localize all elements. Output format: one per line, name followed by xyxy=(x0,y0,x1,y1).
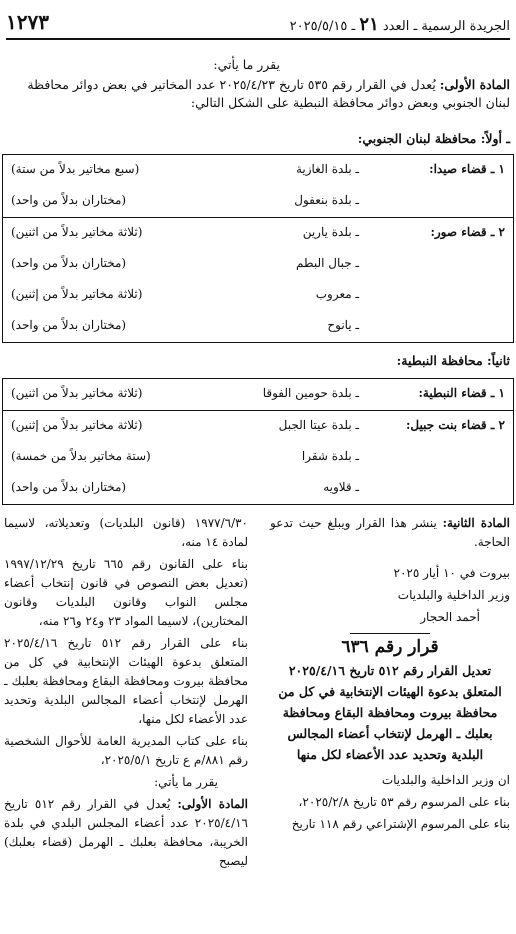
section-1-title: ـ أولاً: محافظة لبنان الجنوبي: xyxy=(357,131,510,146)
table-row xyxy=(3,249,513,280)
district-cell: ١ ـ قضاء النبطية: xyxy=(418,386,505,400)
change-cell: (ثلاثة مخاتير بدلاً من إثنين) xyxy=(11,287,143,301)
town-cell: ـ بلدة عيتا الجبل xyxy=(278,418,359,432)
paragraph: بناء على كتاب المديرية العامة للأحوال الشخصية رقم ٨٨١/م ع تاريخ ٢٠٢٥/٥/١، xyxy=(4,734,248,767)
decision-title: قرار رقم ٦٣٦ xyxy=(341,637,439,657)
article-2 xyxy=(270,514,510,552)
article-1-left xyxy=(4,795,248,871)
issue-number: ٢١ xyxy=(359,14,379,35)
table-south-lebanon xyxy=(2,154,514,343)
change-cell: (سبع مخاتير بدلاً من ستة) xyxy=(11,162,140,176)
change-cell: (ثلاثة مخاتير بدلاً من إثنين) xyxy=(11,418,143,432)
article-title: المادة الثانية: xyxy=(442,516,510,530)
paragraph: بناء على القانون رقم ٦٦٥ تاريخ ١٩٩٧/١٢/٢٩ (تعديل بعض النصوص في قانون إنتخاب أعضاء مجلس النواب وقانون البلديات وقانون المختارين)، لاسيما المواد ٢٣ و٢٤ و٢٦ منه، xyxy=(4,557,248,628)
paragraph: ١٩٧٧/٦/٣٠ (قانون البلديات) وتعديلاته، لاسيما لمادة ١٤ منه، xyxy=(4,516,248,549)
left-column xyxy=(4,514,248,874)
article-text: يُعدل في القرار رقم ٥١٢ تاريخ ٢٠٢٥/٤/١٦ عدد أعضاء المجلس البلدي في بلدة الخريبة، محافظة بعلبك ـ الهرمل (قضاء بعلبك) ليصبح xyxy=(4,797,248,868)
preamble-line: ان وزير الداخلية والبلديات xyxy=(381,773,510,787)
preamble-line: بناء على المرسوم الإشتراعي رقم ١١٨ تاريخ xyxy=(291,817,510,831)
issue-date: ـ ٢٠٢٥/٥/١٥ xyxy=(289,19,356,34)
section-2-title: ثانياً: محافظة النبطية: xyxy=(396,353,510,368)
resolution-intro: يقرر ما يأتي: xyxy=(154,775,218,789)
place-date: بيروت في ١٠ أيار ٢٠٢٥ xyxy=(393,566,510,580)
table-row xyxy=(3,379,513,411)
town-cell: ـ يانوح xyxy=(327,318,359,332)
table-row xyxy=(3,155,513,186)
district-cell: ٢ ـ قضاء بنت جبيل: xyxy=(405,418,505,432)
intro-text: يقرر ما يأتي: xyxy=(213,57,280,72)
town-cell: ـ معروب xyxy=(315,287,359,301)
table-row xyxy=(3,411,513,442)
town-cell: ـ بلدة بنعفول xyxy=(294,193,359,207)
table-row xyxy=(3,186,513,218)
town-cell: ـ جبال البطم xyxy=(296,256,359,270)
article-1-title: المادة الأولى: xyxy=(439,77,510,92)
change-cell: (مختاران بدلاً من واحد) xyxy=(11,256,127,270)
page-number: ١٢٧٣ xyxy=(6,10,49,34)
town-cell: ـ بلدة يارين xyxy=(302,225,359,239)
paragraph: بناء على القرار رقم ٥١٢ تاريخ ٢٠٢٥/٤/١٦ المتعلق بدعوة الهيئات الإنتخابية في كل من محافظة بيروت ومحافظة البقاع ومحافظة بعلبك ـ الهرمل لإنتخاب أعضاء المجالس البلدية وتحديد عدد الأعضاء لكل منها، xyxy=(4,636,248,726)
town-cell: ـ بلدة حومين الفوقا xyxy=(262,386,359,400)
district-cell: ١ ـ قضاء صيدا: xyxy=(429,162,505,176)
town-cell: ـ قلاويه xyxy=(323,480,359,494)
change-cell: (ستة مخاتير بدلاً من خمسة) xyxy=(11,449,151,463)
gazette-title: الجريدة الرسمية ـ العدد ٢١ ـ ٢٠٢٥/٥/١٥ xyxy=(289,14,510,35)
table-row xyxy=(3,218,513,249)
minister-title: وزير الداخلية والبلديات xyxy=(397,588,510,602)
district-cell: ٢ ـ قضاء صور: xyxy=(430,225,505,239)
decision-subject: تعديل القرار رقم ٥١٢ تاريخ ٢٠٢٥/٤/١٦ المتعلق بدعوة الهيئات الإنتخابية في كل من محافظة بيروت ومحافظة البقاع ومحافظة بعلبك ـ الهرمل لإنتخاب أعضاء المجالس البلدية وتحديد عدد الأعضاء لكل منها xyxy=(278,663,502,762)
divider xyxy=(350,633,430,634)
change-cell: (مختاران بدلاً من واحد) xyxy=(11,193,127,207)
town-cell: ـ بلدة الغازية xyxy=(295,162,359,176)
change-cell: (ثلاثة مخاتير بدلاً من اثنين) xyxy=(11,225,143,239)
change-cell: (ثلاثة مخاتير بدلاً من اثنين) xyxy=(11,386,143,400)
right-column xyxy=(270,514,510,837)
change-cell: (مختاران بدلاً من واحد) xyxy=(11,480,127,494)
table-row xyxy=(3,473,513,504)
page-header xyxy=(6,8,510,40)
town-cell: ـ بلدة شقرا xyxy=(301,449,359,463)
table-row xyxy=(3,311,513,342)
table-row xyxy=(3,280,513,311)
article-1-text: يُعدل في القرار رقم ٥٣٥ تاريخ ٢٠٢٥/٤/٢٣ عدد المخاتير في بعض دوائر محافظة لبنان الجنوبي وبعض دوائر محافظة النبطية على الشكل التالي: xyxy=(27,77,510,110)
table-nabatieh xyxy=(2,378,514,505)
table-row xyxy=(3,442,513,473)
article-1 xyxy=(6,76,510,112)
article-text: ينشر هذا القرار ويبلغ حيث تدعو الحاجة. xyxy=(270,516,510,549)
minister-name: أحمد الحجار xyxy=(420,610,480,624)
preamble-line: بناء على المرسوم رقم ٥٣ تاريخ ٢٠٢٥/٢/٨، xyxy=(298,795,510,809)
article-title: المادة الأولى: xyxy=(177,797,248,811)
change-cell: (مختاران بدلاً من واحد) xyxy=(11,318,127,332)
